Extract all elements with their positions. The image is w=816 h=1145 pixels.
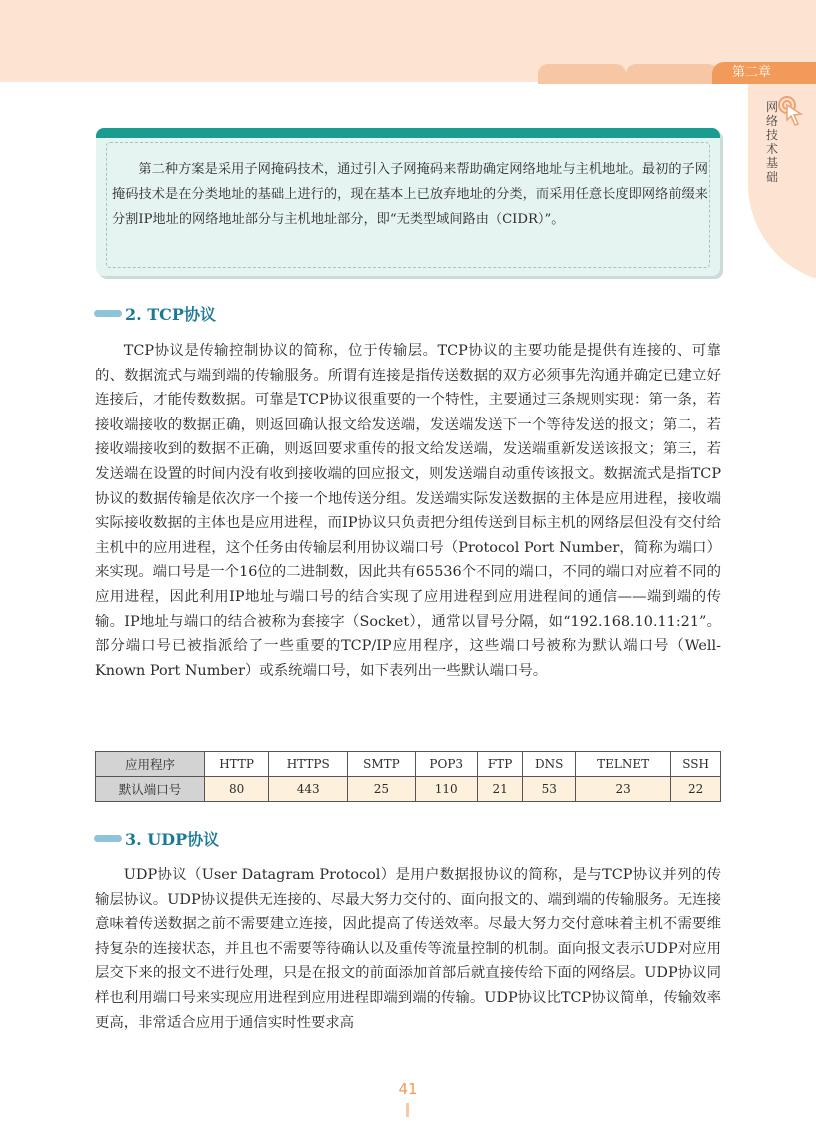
table-cell: 25 <box>348 777 415 802</box>
table-cell: HTTPS <box>269 752 348 777</box>
side-title-char: 基 <box>765 156 778 170</box>
table-cell: 22 <box>671 777 721 802</box>
table-cell: 80 <box>205 777 269 802</box>
table-cell: FTP <box>477 752 523 777</box>
note-top-bar <box>96 128 720 138</box>
page-number: 41 <box>398 1080 418 1098</box>
heading-marker <box>94 310 122 317</box>
table-row <box>96 777 721 802</box>
table-row-header: 应用程序 <box>96 752 205 777</box>
table-cell: SMTP <box>348 752 415 777</box>
table-cell: 53 <box>523 777 576 802</box>
header-tab-decor <box>538 64 626 84</box>
header-tab-decor <box>626 64 718 84</box>
table-cell: 21 <box>477 777 523 802</box>
table-cell: SSH <box>671 752 721 777</box>
cursor-click-icon <box>778 96 804 128</box>
note-text: 第二种方案是采用子网掩码技术，通过引入子网掩码来帮助确定网络地址与主机地址。最初的子网掩码技术是在分类地址的基础上进行的，现在基本上已放弃地址的分类，而采用任意长度即网络前缀来分割IP地址的网络地址部分与主机地址部分，即“无类型域间路由（CIDR）”。 <box>112 162 708 227</box>
table-cell: 110 <box>415 777 477 802</box>
body-paragraph: UDP协议（User Datagram Protocol）是用户数据报协议的简称，是与TCP协议并列的传输层协议。UDP协议提供无连接的、尽最大努力交付的、面向报文的、端到端的传输服务。无连接意味着传送数据之前不需要建立连接，因此提高了传送效率。尽最大努力交付意味着主机不需要维持复杂的连接状态，并且也不需要等待确认以及重传等流量控制的机制。面向报文表示UDP对应用层交下来的报文不进行处理，只是在报文的前面添加首部后就直接传给下面的网络层。UDP协议同样也利用端口号来实现应用进程到应用进程即端到端的传输。UDP协议比TCP协议简单，传输效率更高，非常适合应用于通信实时性要求高 <box>95 867 721 1031</box>
side-title-char: 技 <box>765 128 778 142</box>
side-title-char: 术 <box>765 142 778 156</box>
heading-marker <box>94 835 122 842</box>
section-title: 3. UDP协议 <box>125 829 220 849</box>
side-title-char: 础 <box>765 170 778 184</box>
section-heading <box>94 826 219 850</box>
section-title: 2. TCP协议 <box>125 304 216 324</box>
page-number-tick <box>406 1103 409 1117</box>
side-book-title <box>764 100 780 184</box>
table-cell: 23 <box>576 777 671 802</box>
body-paragraph: TCP协议是传输控制协议的简称，位于传输层。TCP协议的主要功能是提供有连接的、可靠的、数据流式与端到端的传输服务。所谓有连接是指传送数据的双方必须事先沟通并确定已建立好连接后，才能传数数据。可靠是TCP协议很重要的一个特性，主要通过三条规则实现：第一条，若接收端接收的数据正确，则返回确认报文给发送端，发送端发送下一个等待发送的报文；第二，若接收端接收到的数据不正确，则返回要求重传的报文给发送端，发送端重新发送该报文；第三，若发送端在设置的时间内没有收到接收端的回应报文，则发送端自动重传该报文。数据流式是指TCP协议的数据传输是依次序一个接一个地传送分组。发送端实际发送数据的主体是应用进程，接收端实际接收数据的主体也是应用进程，而IP协议只负责把分组传送到目标主机的网络层但没有交付给主机中的应用进程，这个任务由传输层利用协议端口号（Protocol Port Number，简称为端口）来实现。端口号是一个16位的二进制数，因此共有65536个不同的端口，不同的端口对应着不同的应用进程，因此利用IP地址与端口号的结合实现了应用进程到应用进程间的通信——端到端的传输。IP地址与端口的结合被称为套接字（Socket），通常以冒号分隔，如“192.168.10.11:21”。部分端口号已被指派给了一些重要的TCP/IP应用程序，这些端口号被称为默认端口号（Well-Known Port Number）或系统端口号，如下表列出一些默认端口号。 <box>95 343 721 679</box>
table-cell: 443 <box>269 777 348 802</box>
table-cell: POP3 <box>415 752 477 777</box>
table-row-header: 默认端口号 <box>96 777 205 802</box>
side-title-char: 网 <box>765 100 778 114</box>
section-heading <box>94 301 216 325</box>
side-title-char: 络 <box>765 114 778 128</box>
table-cell: HTTP <box>205 752 269 777</box>
table-row <box>96 752 721 777</box>
table-cell: TELNET <box>576 752 671 777</box>
table-cell: DNS <box>523 752 576 777</box>
port-table <box>95 751 721 802</box>
chapter-tab: 第二章 <box>712 62 816 84</box>
